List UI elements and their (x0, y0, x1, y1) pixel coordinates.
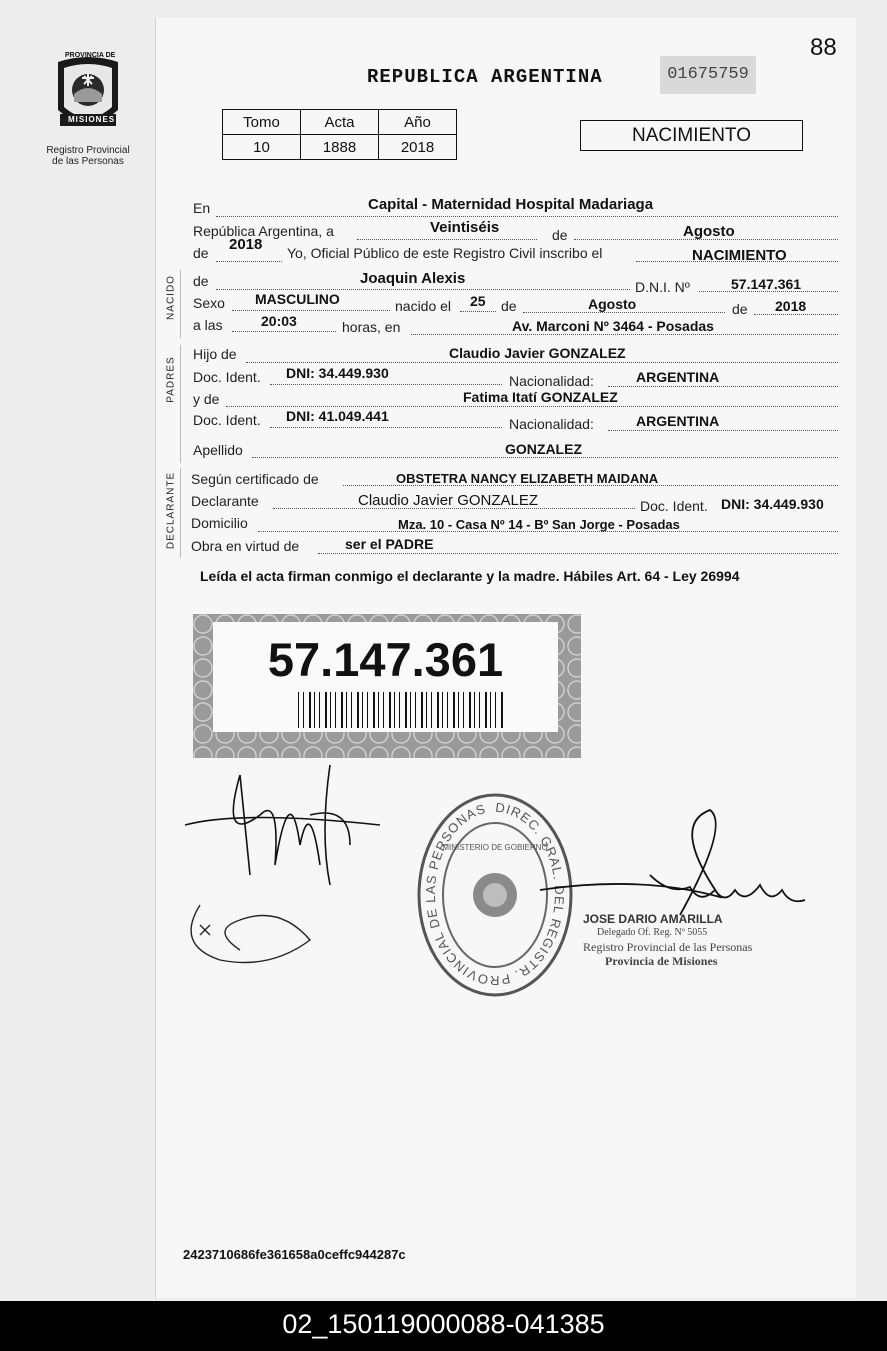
seal-inner-text: MINISTERIO DE GOBIERNO (442, 843, 548, 852)
label-de: de (501, 298, 517, 314)
dotted-line (608, 430, 838, 431)
tomo-value: 10 (223, 135, 301, 160)
label-nacionalidad: Nacionalidad: (509, 373, 594, 389)
section-separator-nacido (180, 270, 181, 338)
dni-barcode-block (193, 614, 581, 758)
born-sex: MASCULINO (255, 291, 340, 307)
born-month: Agosto (588, 296, 637, 312)
registration-table (222, 109, 457, 160)
dotted-line (318, 553, 838, 554)
provincial-logo (40, 52, 136, 167)
father-doc: DNI: 34.449.930 (286, 365, 389, 381)
barcode-panel (213, 622, 558, 732)
label-nacionalidad: Nacionalidad: (509, 416, 594, 432)
act-place: Capital - Maternidad Hospital Madariaga (368, 196, 654, 213)
dotted-line (226, 406, 838, 407)
dotted-line (246, 362, 838, 363)
dotted-line (216, 216, 838, 217)
label-obra: Obra en virtud de (191, 538, 300, 554)
anio-header: Año (379, 110, 457, 135)
dotted-line (270, 427, 502, 428)
born-name: Joaquin Alexis (360, 270, 466, 287)
tomo-header: Tomo (223, 110, 301, 135)
registry-name: Registro Provincial de las Personas (46, 145, 130, 167)
document-hash: 2423710686fe361658a0ceffc944287c (183, 1247, 406, 1262)
declarant-name: Claudio Javier GONZALEZ (358, 492, 539, 509)
dotted-line (252, 457, 838, 458)
label-hijo-de: Hijo de (193, 346, 237, 362)
dotted-line (608, 386, 838, 387)
dotted-line (270, 384, 502, 385)
officer-office: Registro Provincial de las Personas (583, 940, 753, 954)
label-declarante: Declarante (191, 493, 259, 509)
label-segun-certificado: Según certificado de (191, 471, 319, 487)
declarant-address: Mza. 10 - Casa Nº 14 - Bº San Jorge - Posadas (398, 517, 680, 532)
misiones-coat-of-arms-icon (48, 52, 128, 138)
declarant-capacity: ser el PADRE (345, 536, 434, 552)
seal-ring-text: DIREC. GRAL. DEL REGISTR. PROVINCIAL DE LAS PERSONAS (422, 799, 568, 989)
declarant-signature (180, 755, 400, 975)
dotted-line (411, 334, 838, 335)
act-record-type: NACIMIENTO (692, 247, 787, 264)
side-label-padres: PADRES (165, 356, 177, 403)
father-nationality: ARGENTINA (636, 369, 720, 385)
certificate-by: OBSTETRA NANCY ELIZABETH MAIDANA (396, 471, 659, 486)
declarant-doc: DNI: 34.449.930 (721, 496, 824, 512)
act-month: Agosto (683, 223, 735, 240)
mother-name: Fatima Itatí GONZALEZ (463, 389, 618, 405)
act-year: 2018 (229, 236, 263, 253)
act-day: Veintiséis (430, 219, 500, 236)
label-de: de (193, 273, 209, 289)
label-yo: Yo, Oficial Público de este Registro Civil inscribo el (287, 245, 603, 261)
barcode-number: 57.147.361 (267, 633, 504, 686)
dotted-line (216, 261, 282, 262)
serial-number: 01675759 (660, 56, 756, 94)
closing-statement: Leída el acta firman conmigo el declarante y la madre. Hábiles Art. 64 - Ley 26994 (200, 568, 740, 584)
label-sexo: Sexo (193, 295, 225, 311)
born-dni: 57.147.361 (731, 276, 802, 292)
record-type-box: NACIMIENTO (580, 120, 803, 151)
officer-name: JOSE DARIO AMARILLA (583, 912, 723, 926)
label-doc-ident: Doc. Ident. (640, 498, 708, 514)
logo-text-bottom: MISIONES (68, 115, 116, 124)
label-y-de: y de (193, 391, 220, 407)
label-apellido: Apellido (193, 442, 243, 458)
dotted-line (523, 312, 725, 313)
label-a-las: a las (193, 317, 223, 333)
section-separator-padres (180, 345, 181, 463)
dotted-line (216, 289, 630, 290)
document-title: REPUBLICA ARGENTINA (367, 66, 603, 88)
label-de: de (193, 245, 209, 261)
dotted-line (232, 331, 336, 332)
anio-value: 2018 (379, 135, 457, 160)
footer-file-id: 02_150119000088-041385 (0, 1301, 887, 1351)
label-de: de (552, 227, 568, 243)
acta-value: 1888 (301, 135, 379, 160)
acta-header: Acta (301, 110, 379, 135)
page-number: 88 (810, 34, 837, 61)
born-time: 20:03 (261, 313, 297, 329)
official-stamp (583, 912, 752, 968)
surname: GONZALEZ (505, 441, 582, 457)
father-name: Claudio Javier GONZALEZ (449, 345, 626, 361)
dotted-line (460, 311, 496, 312)
dotted-line (754, 314, 838, 315)
logo-text-top: PROVINCIA DE (65, 52, 116, 59)
dotted-line (357, 239, 537, 240)
label-republica: República Argentina, a (193, 223, 334, 239)
label-dni: D.N.I. Nº (635, 279, 690, 295)
officer-role: Delegado Of. Reg. Nº 5055 (597, 927, 708, 938)
label-doc-ident: Doc. Ident. (193, 369, 261, 385)
side-label-declarante: DECLARANTE (165, 471, 177, 550)
label-horas-en: horas, en (342, 319, 401, 335)
mother-nationality: ARGENTINA (636, 413, 720, 429)
label-domicilio: Domicilio (191, 515, 248, 531)
label-nacido-el: nacido el (395, 298, 452, 314)
label-en: En (193, 200, 211, 216)
born-place: Av. Marconi Nº 3464 - Posadas (512, 318, 714, 334)
officer-province: Provincia de Misiones (605, 954, 718, 968)
label-de: de (732, 301, 748, 317)
dotted-line (232, 310, 390, 311)
side-label-nacido: NACIDO (165, 275, 177, 320)
born-day: 25 (470, 293, 486, 309)
born-year: 2018 (775, 298, 807, 314)
label-doc-ident: Doc. Ident. (193, 412, 261, 428)
mother-doc: DNI: 41.049.441 (286, 408, 389, 424)
barcode-icon (298, 692, 508, 728)
section-separator-declarante (180, 468, 181, 558)
